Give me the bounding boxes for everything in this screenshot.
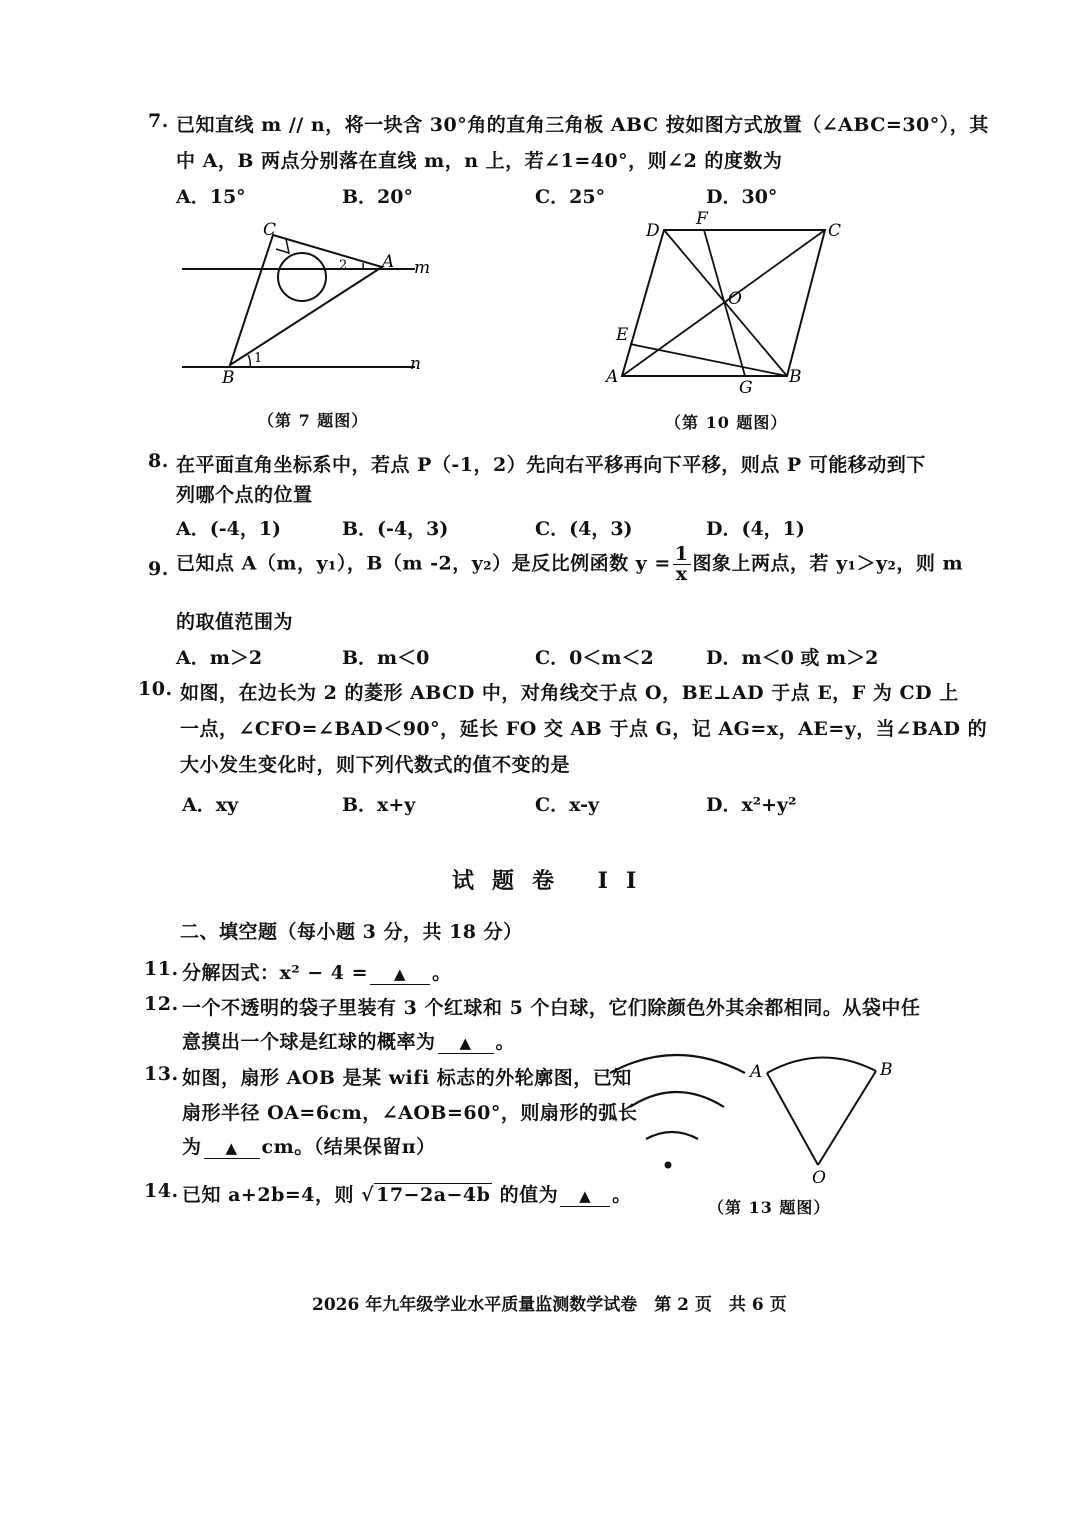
q11-line <box>182 958 452 985</box>
angle1-arc <box>248 355 250 367</box>
q11-blank-marker: ▲ <box>394 965 407 983</box>
q12-line2 <box>182 1027 515 1054</box>
label-b: B <box>789 367 802 387</box>
q11-text: 分解因式：x² − 4 = <box>182 962 369 984</box>
label-g: G <box>739 378 753 398</box>
q9-line2: 的取值范围为 <box>176 611 294 633</box>
q14-line <box>182 1180 632 1207</box>
label-angle2: 2 <box>339 258 348 273</box>
q10-option-a: A．xy <box>182 794 239 816</box>
q13-blank-marker: ▲ <box>225 1139 238 1157</box>
page-footer: 2026 年九年级学业水平质量监测数学试卷 第 2 页 共 6 页 <box>312 1295 787 1315</box>
q8-line2: 列哪个点的位置 <box>176 484 313 506</box>
label-o: O <box>728 289 742 309</box>
label-c: C <box>263 220 277 240</box>
q14-blank-marker: ▲ <box>579 1187 592 1205</box>
wifi-arc-inner <box>646 1132 698 1139</box>
q14-text-before: 已知 a+2b=4，则 <box>182 1184 354 1206</box>
label-a: A <box>382 252 395 272</box>
q9-fraction <box>673 545 691 584</box>
q9-option-c: C．0＜m＜2 <box>535 647 654 669</box>
q11-number: 11. <box>144 958 179 980</box>
q8-option-a: A．(-4，1) <box>176 518 282 540</box>
q8-line1: 在平面直角坐标系中，若点 P（-1，2）先向右平移再向下平移，则点 P 可能移动到下 <box>176 454 926 476</box>
wifi-dot <box>665 1162 672 1169</box>
q14-number: 14. <box>144 1180 179 1202</box>
section2-heading: 二、填空题（每小题 3 分，共 18 分） <box>180 921 523 943</box>
q8-option-c: C．(4，3) <box>535 518 633 540</box>
q7-number: 7. <box>148 110 169 132</box>
q11-answer-blank <box>370 962 430 985</box>
q13-line2: 扇形半径 OA=6cm，∠AOB=60°，则扇形的弧长 <box>182 1102 638 1124</box>
q7-line1: 已知直线 m // n，将一块含 30°角的直角三角板 ABC 按如图方式放置（∠ABC=30°），其 <box>176 114 989 136</box>
sector-radius-ob <box>818 1071 876 1165</box>
sector-arc <box>767 1057 876 1073</box>
wifi-arc-outer <box>610 1055 745 1073</box>
q10-line2: 一点，∠CFO=∠BAD＜90°，延长 FO 交 AB 于点 G，记 AG=x，AE=y，当∠BAD 的 <box>180 718 988 740</box>
q9-line1 <box>176 545 963 584</box>
q9-number: 9. <box>148 558 169 580</box>
q7-option-b: B．20° <box>342 186 413 208</box>
diagonal-ac <box>622 230 825 376</box>
q10-figure-caption: （第 10 题图） <box>665 413 788 432</box>
q12-line1: 一个不透明的袋子里装有 3 个红球和 5 个白球，它们除颜色外其余都相同。从袋中任 <box>182 997 921 1019</box>
q9-fraction-numerator: 1 <box>674 543 689 565</box>
q7-figure <box>170 215 440 390</box>
q14-answer-blank <box>560 1184 610 1207</box>
section2-title: 试题卷 II <box>452 868 655 894</box>
triangle-hole <box>278 253 326 301</box>
q9-option-b: B．m＜0 <box>342 647 430 669</box>
q13-line3 <box>182 1132 436 1159</box>
q13-figure <box>600 1045 910 1195</box>
q13-line1: 如图，扇形 AOB 是某 wifi 标志的外轮廓图，已知 <box>182 1067 632 1089</box>
q7-option-c: C．25° <box>535 186 606 208</box>
q7-figure-caption: （第 7 题图） <box>258 411 369 430</box>
label-c: C <box>828 221 842 241</box>
q13-number: 13. <box>144 1063 179 1085</box>
q14-text-after: 。 <box>612 1184 632 1206</box>
label-e: E <box>616 325 629 345</box>
right-angle-mark <box>276 239 289 253</box>
q10-number: 10. <box>138 678 173 700</box>
q14-radicand: 17−2a−4b <box>376 1184 491 1206</box>
q7-option-d: D．30° <box>706 186 778 208</box>
q9-option-a: A．m＞2 <box>176 647 263 669</box>
q12-number: 12. <box>144 993 179 1015</box>
q12-blank-marker: ▲ <box>459 1034 472 1052</box>
q8-option-b: B．(-4，3) <box>342 518 449 540</box>
q14-text-middle: 的值为 <box>499 1184 559 1206</box>
q10-line1: 如图，在边长为 2 的菱形 ABCD 中，对角线交于点 O，BE⊥AD 于点 E，F 为 CD 上 <box>180 682 959 704</box>
q9-text-after: 图象上两点，若 y₁＞y₂，则 m <box>692 552 964 575</box>
label-a: A <box>606 367 619 387</box>
wifi-arc-middle <box>630 1092 724 1107</box>
q10-option-c: C．x-y <box>535 794 600 816</box>
q13-text-after: cm。（结果保留π） <box>261 1136 436 1158</box>
q11-text-after: 。 <box>432 962 452 984</box>
q9-text-before: 已知点 A（m，y₁），B（m -2，y₂）是反比例函数 y = <box>176 552 671 575</box>
q10-line3: 大小发生变化时，则下列代数式的值不变的是 <box>180 754 571 776</box>
sector-radius-oa <box>767 1073 818 1165</box>
q10-figure <box>600 208 860 403</box>
q8-option-d: D．(4，1) <box>706 518 805 540</box>
q8-number: 8. <box>148 450 169 472</box>
q12-text-after: 。 <box>495 1031 516 1053</box>
label-f: F <box>696 209 708 229</box>
label-n: n <box>410 354 421 374</box>
q9-fraction-denominator: x <box>675 563 688 585</box>
q7-option-a: A．15° <box>176 186 246 208</box>
q12-text: 意摸出一个球是红球的概率为 <box>182 1031 436 1053</box>
label-m: m <box>414 258 431 278</box>
sqrt-icon: √ <box>361 1184 375 1206</box>
label-a: A <box>750 1062 763 1082</box>
q12-answer-blank <box>438 1031 494 1054</box>
q10-option-b: B．x+y <box>342 794 416 816</box>
q10-option-d: D．x²+y² <box>706 794 797 816</box>
q13-text-before: 为 <box>182 1136 202 1158</box>
label-o: O <box>812 1168 826 1188</box>
label-d: D <box>646 221 660 241</box>
label-b: B <box>222 368 235 388</box>
q13-figure-caption: （第 13 题图） <box>708 1198 831 1217</box>
q9-option-d: D．m＜0 或 m＞2 <box>706 647 879 669</box>
q7-line2: 中 A，B 两点分别落在直线 m，n 上，若∠1=40°，则∠2 的度数为 <box>176 150 783 172</box>
label-angle1: 1 <box>254 351 263 366</box>
label-b: B <box>880 1060 893 1080</box>
q13-answer-blank <box>204 1136 260 1159</box>
